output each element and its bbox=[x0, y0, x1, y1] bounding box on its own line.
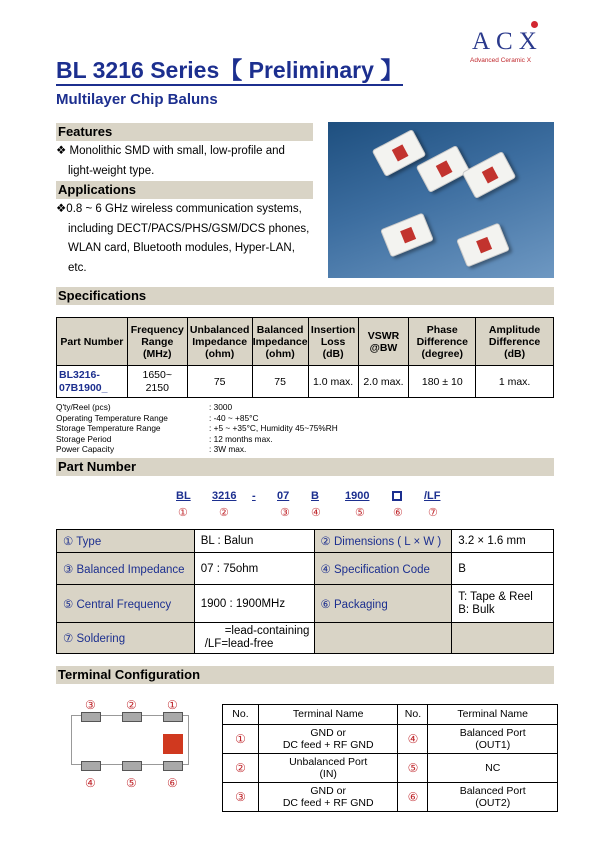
packaging-value: T: Tape & Reel B: Bulk bbox=[452, 585, 554, 623]
code-segment: B bbox=[311, 490, 319, 502]
dimensions-value: 3.2 × 1.6 mm bbox=[452, 530, 554, 553]
param-value: : 3W max. bbox=[209, 444, 247, 455]
part-number-cell: BL3216- 07B1900_ bbox=[57, 366, 128, 398]
table-row bbox=[223, 783, 558, 812]
table-row bbox=[223, 754, 558, 783]
pin-label: ⑤ bbox=[126, 776, 137, 790]
spec-code-label: ④ Specification Code bbox=[314, 553, 452, 585]
code-number: ① bbox=[178, 507, 188, 519]
table-row bbox=[57, 553, 554, 585]
page-title: BL 3216 Series【 Preliminary 】 bbox=[56, 56, 403, 86]
terminal-pad bbox=[122, 761, 142, 771]
company-logo bbox=[470, 28, 550, 68]
column-header: Phase Difference (degree) bbox=[409, 318, 476, 366]
terminal-pad bbox=[81, 761, 101, 771]
terminal-pad bbox=[163, 761, 183, 771]
column-header: Terminal Name bbox=[258, 705, 398, 725]
features-text bbox=[56, 142, 285, 181]
param-value: : 12 months max. bbox=[209, 433, 273, 444]
param-label: Storage Temperature Range bbox=[56, 423, 161, 434]
soldering-label: ⑦ Soldering bbox=[57, 623, 195, 654]
terminal-name: GND or DC feed + RF GND bbox=[258, 725, 398, 754]
features-line: light-weight type. bbox=[68, 164, 155, 177]
chip-image bbox=[462, 151, 517, 199]
column-header: Insertion Loss (dB) bbox=[308, 318, 358, 366]
pin-label: ② bbox=[126, 698, 137, 712]
param-value: : +5 ~ +35°C, Humidity 45~75%RH bbox=[209, 423, 338, 434]
terminal-name: Balanced Port (OUT1) bbox=[428, 725, 558, 754]
code-segment: 1900 bbox=[345, 490, 370, 502]
table-row bbox=[57, 366, 554, 398]
param-label: Operating Temperature Range bbox=[56, 412, 168, 423]
code-number: ⑥ bbox=[393, 507, 403, 519]
pin-label: ⑥ bbox=[167, 776, 178, 790]
balanced-impedance-cell: 75 bbox=[252, 366, 308, 398]
applications-line: WLAN card, Bluetooth modules, Hyper-LAN, bbox=[68, 242, 295, 254]
terminal-number: ⑥ bbox=[398, 783, 428, 812]
terminal-number: ③ bbox=[223, 783, 259, 812]
terminal-number: ② bbox=[223, 754, 259, 783]
code-segment: 3216 bbox=[212, 490, 237, 502]
part-number-table bbox=[56, 529, 554, 654]
code-number: ③ bbox=[280, 507, 290, 519]
column-header: Terminal Name bbox=[428, 705, 558, 725]
column-header: Part Number bbox=[57, 318, 128, 366]
table-row bbox=[57, 530, 554, 553]
column-header: No. bbox=[398, 705, 428, 725]
central-frequency-label: ⑤ Central Frequency bbox=[57, 585, 195, 623]
applications-line: including DECT/PACS/PHS/GSM/DCS phones, bbox=[68, 222, 310, 235]
code-segment: /LF bbox=[424, 490, 441, 502]
param-label: Storage Period bbox=[56, 433, 112, 444]
type-value: BL : Balun bbox=[194, 530, 314, 553]
terminal-name: Balanced Port (OUT2) bbox=[428, 783, 558, 812]
table-row bbox=[57, 623, 554, 654]
code-segment: 07 bbox=[277, 490, 290, 502]
param-label: Power Capacity bbox=[56, 444, 115, 455]
phase-difference-cell: 180 ± 10 bbox=[409, 366, 476, 398]
logo-subtext: Advanced Ceramic X bbox=[470, 57, 532, 64]
pin-label: ③ bbox=[85, 698, 96, 712]
terminal-number: ① bbox=[223, 725, 259, 754]
empty-cell bbox=[314, 623, 452, 654]
frequency-cell: 1650~ 2150 bbox=[127, 366, 187, 398]
insertion-loss-cell: 1.0 max. bbox=[308, 366, 358, 398]
column-header: Unbalanced Impedance (ohm) bbox=[187, 318, 252, 366]
column-header: VSWR @BW bbox=[358, 318, 409, 366]
table-header-row bbox=[223, 705, 558, 725]
type-label: ① Type bbox=[57, 530, 195, 553]
code-number: ⑦ bbox=[428, 507, 438, 519]
dimensions-label: ② Dimensions ( L × W ) bbox=[314, 530, 452, 553]
column-header: Amplitude Difference (dB) bbox=[476, 318, 554, 366]
features-heading: Features bbox=[56, 123, 313, 141]
part-number-heading: Part Number bbox=[56, 458, 554, 476]
code-number: ② bbox=[219, 507, 229, 519]
packaging-box-icon bbox=[392, 491, 402, 501]
table-row bbox=[57, 585, 554, 623]
column-header: No. bbox=[223, 705, 259, 725]
logo-dot-icon bbox=[531, 21, 538, 28]
applications-line: etc. bbox=[68, 261, 87, 274]
unbalanced-impedance-cell: 75 bbox=[187, 366, 252, 398]
terminal-pad bbox=[81, 712, 101, 722]
param-label: Q'ty/Reel (pcs) bbox=[56, 402, 111, 412]
applications-line: ❖0.8 ~ 6 GHz wireless communication systems, bbox=[56, 203, 302, 215]
features-line: ❖ Monolithic SMD with small, low-profile and bbox=[56, 145, 285, 157]
specifications-heading: Specifications bbox=[56, 287, 554, 305]
terminal-number: ⑤ bbox=[398, 754, 428, 783]
chip-image bbox=[456, 222, 510, 267]
terminal-name: GND or DC feed + RF GND bbox=[258, 783, 398, 812]
applications-heading: Applications bbox=[56, 181, 313, 199]
pin-label: ① bbox=[167, 698, 178, 712]
pin-label: ④ bbox=[85, 776, 96, 790]
terminal-pad bbox=[122, 712, 142, 722]
table-row bbox=[223, 725, 558, 754]
code-segment: BL bbox=[176, 490, 191, 502]
product-photo bbox=[328, 122, 554, 278]
terminal-configuration-heading: Terminal Configuration bbox=[56, 666, 554, 684]
spec-code-value: B bbox=[452, 553, 554, 585]
soldering-value: =lead-containing /LF=lead-free bbox=[194, 623, 314, 654]
code-number: ⑤ bbox=[355, 507, 365, 519]
column-header: Frequency Range (MHz) bbox=[127, 318, 187, 366]
column-header: Balanced Impedance (ohm) bbox=[252, 318, 308, 366]
terminal-number: ④ bbox=[398, 725, 428, 754]
central-frequency-value: 1900 : 1900MHz bbox=[194, 585, 314, 623]
logo-text: ACX bbox=[472, 28, 543, 55]
orientation-mark bbox=[163, 734, 183, 754]
specifications-table bbox=[56, 317, 554, 398]
terminal-diagram bbox=[66, 698, 206, 798]
empty-cell bbox=[452, 623, 554, 654]
page-subtitle: Multilayer Chip Baluns bbox=[56, 91, 218, 108]
param-value: : 3000 bbox=[209, 402, 233, 412]
terminal-name: Unbalanced Port (IN) bbox=[258, 754, 398, 783]
param-value: : -40 ~ +85°C bbox=[209, 412, 259, 423]
impedance-label: ③ Balanced Impedance bbox=[57, 553, 195, 585]
terminal-pad bbox=[163, 712, 183, 722]
terminal-name: NC bbox=[428, 754, 558, 783]
chip-image bbox=[380, 212, 434, 257]
packaging-label: ⑥ Packaging bbox=[314, 585, 452, 623]
impedance-value: 07 : 75ohm bbox=[194, 553, 314, 585]
vswr-cell: 2.0 max. bbox=[358, 366, 409, 398]
terminal-table bbox=[222, 704, 558, 812]
table-header-row bbox=[57, 318, 554, 366]
code-number: ④ bbox=[311, 507, 321, 519]
amplitude-difference-cell: 1 max. bbox=[476, 366, 554, 398]
applications-text bbox=[56, 200, 309, 278]
code-segment: - bbox=[252, 490, 256, 502]
